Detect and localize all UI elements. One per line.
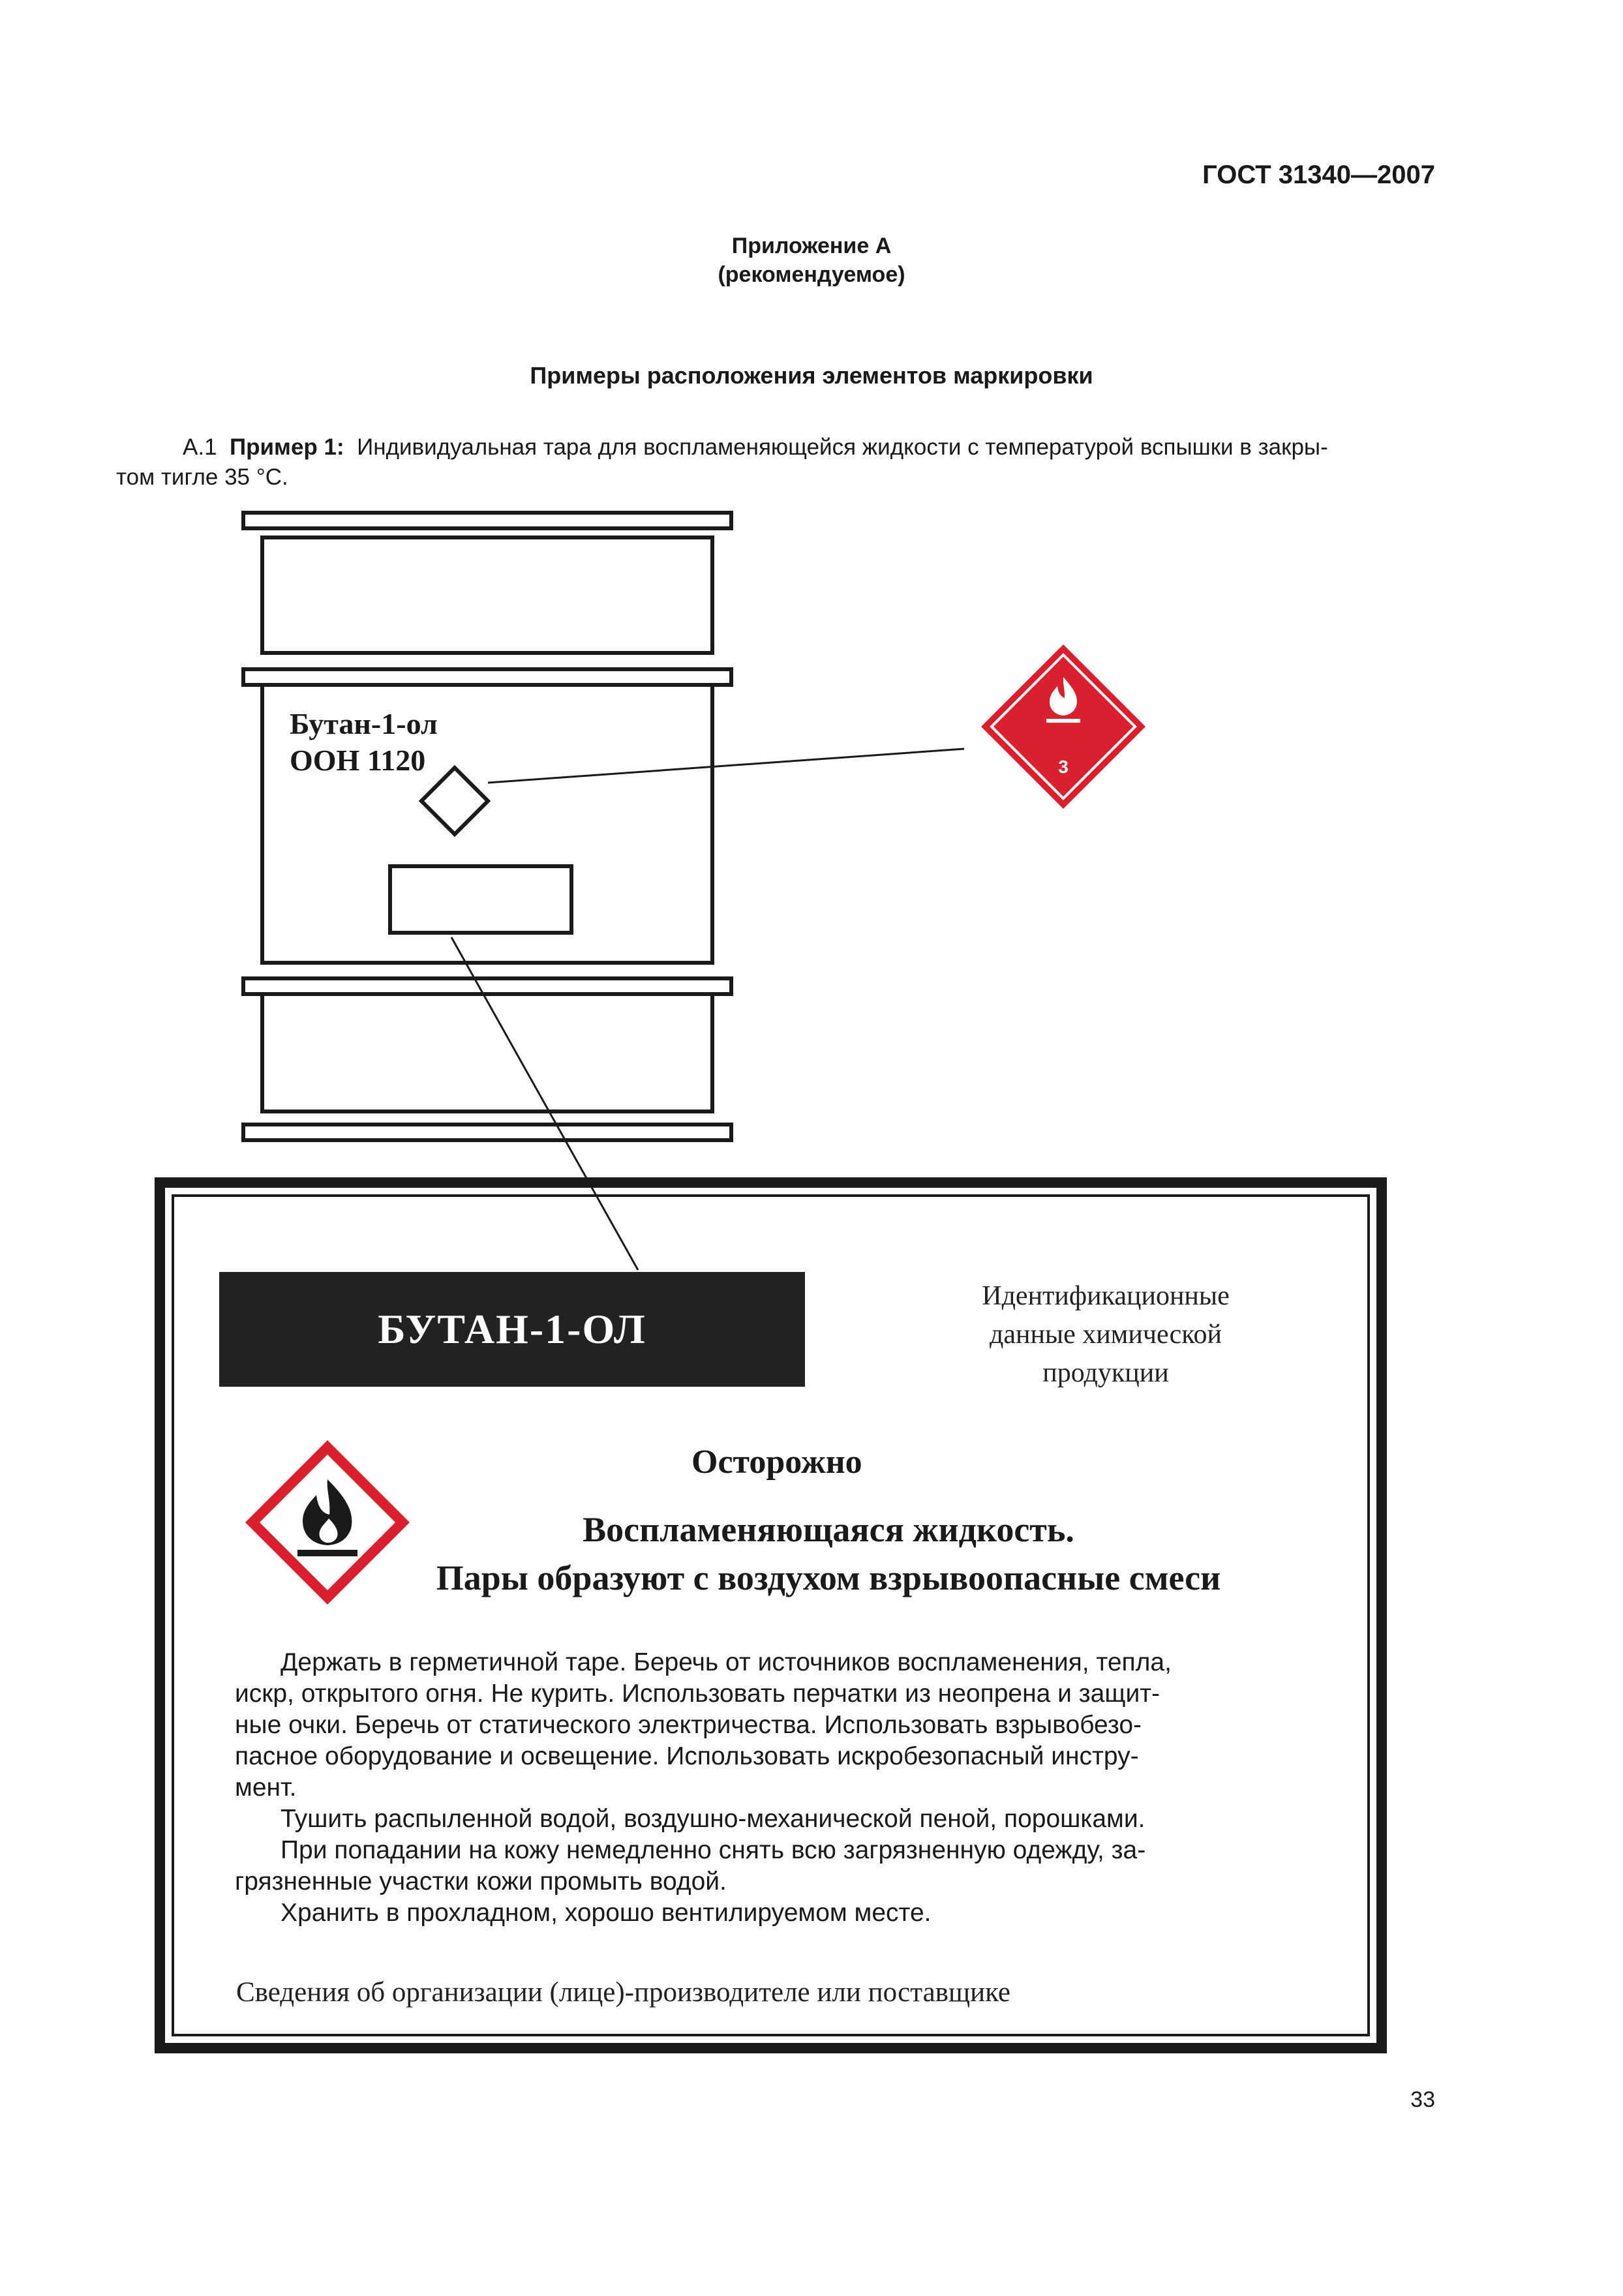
document-code: ГОСТ 31340—2007 (1202, 160, 1435, 189)
id-caption-line: данные химической (989, 1320, 1222, 1350)
precaution-line: грязненные участки кожи промыть водой. (235, 1867, 727, 1896)
drum-top-rim (243, 513, 731, 528)
precaution-line: искр, открытого огня. Не курить. Использовать перчатки из неопрена и защит- (235, 1680, 1160, 1708)
transport-class-number: 3 (1058, 757, 1069, 777)
supplier-info: Сведения об организации (лице)-производителе или поставщике (236, 1977, 1010, 2008)
precautionary-statements (235, 1647, 1226, 1929)
precaution-line: Хранить в прохладном, хорошо вентилируемом месте. (281, 1899, 932, 1927)
drum-label-placeholder (390, 866, 571, 933)
transport-class3-sign (981, 644, 1145, 809)
precaution-line: ные очки. Беречь от статического электричества. Использовать взрывобезо- (235, 1711, 1142, 1739)
drum-base-rim (243, 1125, 731, 1140)
leader-line-to-label (451, 937, 638, 1270)
precaution-line: пасное оборудование и освещение. Использовать искробезопасный инстру- (235, 1742, 1139, 1770)
precaution-line: мент. (235, 1774, 297, 1802)
example-number: А.1 (183, 434, 217, 460)
drum-product-name: Бутан-1-ол (290, 707, 438, 740)
precaution-line: Тушить распыленной водой, воздушно-механической пеной, порошками. (281, 1805, 1145, 1833)
drum-upper-rim (243, 669, 731, 685)
drum-un-number: ООН 1120 (290, 744, 426, 777)
drum-top-section (262, 537, 712, 653)
example-label: Пример 1: (230, 434, 344, 460)
hazard-statements (326, 1505, 1331, 1602)
appendix-title: Приложение А (731, 234, 892, 258)
id-caption-line: Идентификационные (982, 1281, 1230, 1311)
drum (243, 513, 731, 1140)
section-title: Примеры расположения элементов маркировки (530, 362, 1093, 389)
drum-diamond-placeholder (421, 768, 488, 834)
example-text-line1: Индивидуальная тара для воспламеняющейся жидкости с температурой вспышки в закры- (357, 434, 1328, 460)
appendix-status: (рекомендуемое) (718, 262, 905, 287)
signal-word: Осторожно (691, 1443, 862, 1481)
label-product-name: БУТАН-1-ОЛ (219, 1272, 805, 1387)
drum-bottom-section (262, 994, 712, 1111)
id-caption-line: продукции (1042, 1358, 1169, 1388)
identification-caption (907, 1277, 1305, 1393)
drum-lower-rim (243, 978, 731, 994)
example-text-line2: том тигле 35 °С. (116, 464, 288, 490)
leader-line-to-sign (488, 749, 964, 783)
hazard-line: Воспламеняющаяся жидкость. (583, 1510, 1074, 1549)
precaution-line: При попадании на кожу немедленно снять всю загрязненную одежду, за- (281, 1836, 1146, 1864)
page-number: 33 (1410, 2087, 1435, 2112)
hazard-line: Пары образуют с воздухом взрывоопасные смеси (436, 1558, 1221, 1597)
precaution-line: Держать в герметичной таре. Беречь от источников воспламенения, тепла, (281, 1648, 1172, 1676)
